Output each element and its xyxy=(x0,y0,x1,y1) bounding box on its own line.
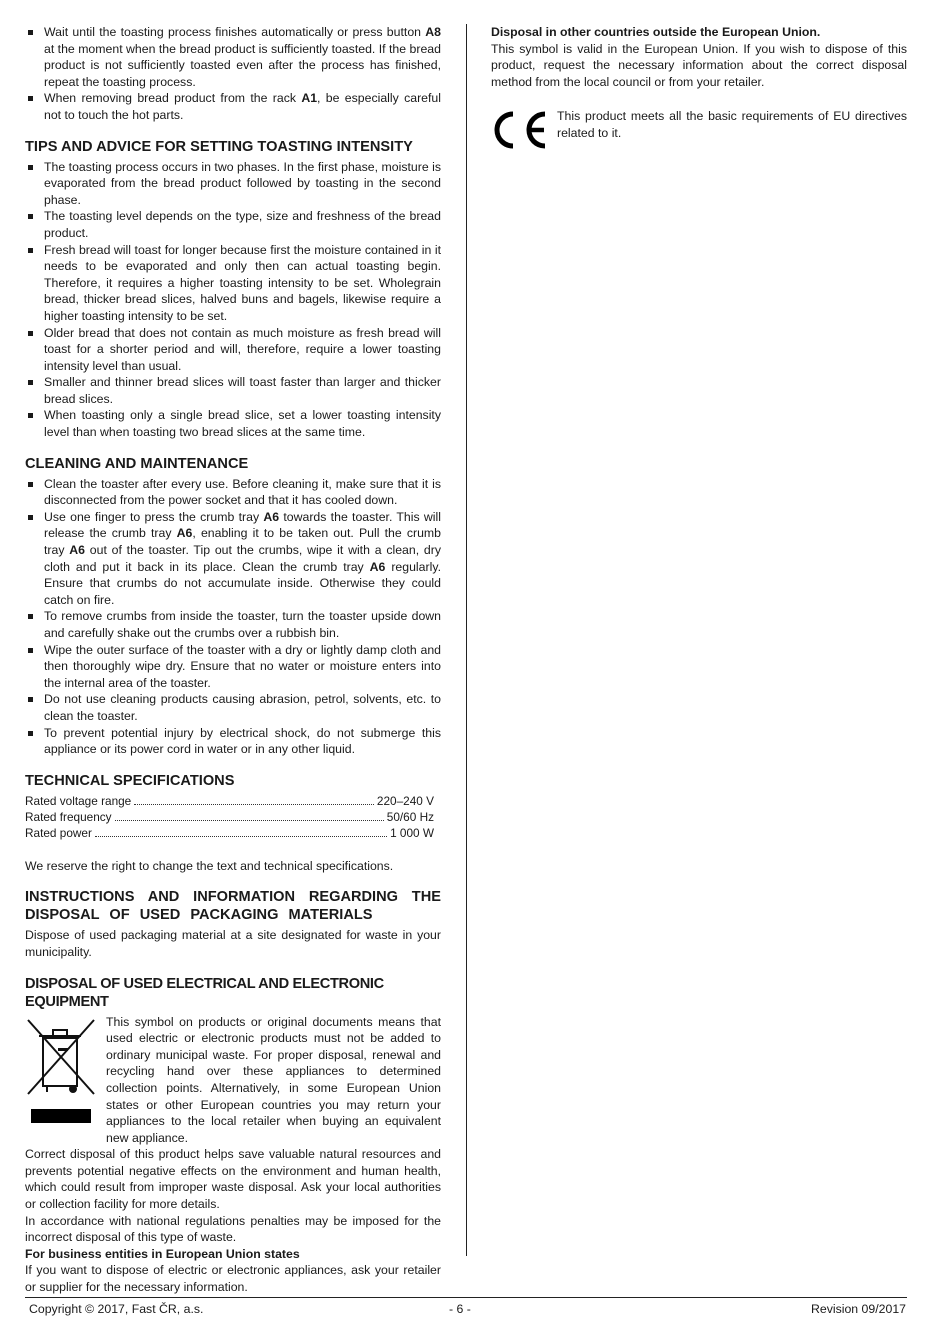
list-item: When toasting only a single bread slice, set a lower toasting intensity level than when toasting two bread slices at the same time. xyxy=(25,407,441,440)
list-item: To remove crumbs from inside the toaster, turn the toaster upside down and carefully shake out the crumbs over a rubbish bin. xyxy=(25,608,441,641)
spec-row-power: Rated power 1 000 W xyxy=(25,825,434,840)
specs-note: We reserve the right to change the text and technical specifications. xyxy=(25,858,394,873)
tips-section xyxy=(25,138,441,441)
packaging-section xyxy=(25,888,441,960)
business-text: If you want to dispose of electric or electronic appliances, ask your retailer or supplier for the necessary information. xyxy=(25,1263,441,1295)
operation-bullets xyxy=(25,24,441,124)
specs-section xyxy=(25,772,441,875)
list-item: Do not use cleaning products causing abrasion, petrol, solvents, etc. to clean the toaster. xyxy=(25,691,441,724)
footer-revision: Revision 09/2017 xyxy=(810,1302,906,1316)
dot-leader xyxy=(115,820,384,821)
crossed-out-wheelie-bin-icon xyxy=(25,1016,97,1126)
ce-mark-icon xyxy=(491,108,551,152)
packaging-text: Dispose of used packaging material at a site designated for waste in your municipality. xyxy=(25,928,441,959)
list-item: Clean the toaster after every use. Before cleaning it, make sure that it is disconnected from the power socket and that it has cooled down. xyxy=(25,476,441,509)
right-column xyxy=(491,24,907,152)
business-heading: For business entities in European Union states xyxy=(25,1246,300,1261)
list-item: Fresh bread will toast for longer because first the moisture contained in it needs to be evaporated and only then can actual toasting begin. Therefore, it requires a higher toasting intensity to be set. Wholegrain bread, thicker bread slices, halved buns and bagels, likewise require a higher toasting intensity to be set. xyxy=(25,242,441,325)
weee-block xyxy=(25,1014,441,1147)
list-item: The toasting level depends on the type, size and freshness of the bread product. xyxy=(25,208,441,241)
weee-section xyxy=(25,975,441,1296)
list-item: Wipe the outer surface of the toaster with a dry or lightly damp cloth and then thoroughly wipe dry. Ensure that no water or moisture enters into the internal area of the toaster. xyxy=(25,642,441,692)
spec-row-frequency: Rated frequency 50/60 Hz xyxy=(25,809,434,824)
footer-copyright: Copyright © 2017, Fast ČR, a.s. xyxy=(29,1302,204,1316)
dot-leader xyxy=(134,804,374,805)
list-item: Use one finger to press the crumb tray A6 towards the toaster. This will release the crumb tray A6, enabling it to be taken out. Pull the crumb tray A6 out of the toaster. Tip out the crumbs, wipe it with a clean, dry cloth and put it back in its place. Clean the crumb tray A6 regularly. Ensure that crumbs do not accumulate inside. Otherwise they could catch on fire. xyxy=(25,509,441,609)
list-item: Wait until the toasting process finishes automatically or press button A8 at the moment when the bread product is sufficiently toasted. If the bread product is not sufficiently toasted even after the process has finished, repeat the toasting process. xyxy=(25,24,441,90)
section-heading-cleaning: CLEANING AND MAINTENANCE xyxy=(25,455,249,472)
weee-paragraph-2: In accordance with national regulations penalties may be imposed for the incorrect disposal of this type of waste. xyxy=(25,1213,441,1245)
list-item: When removing bread product from the rack A1, be especially careful not to touch the hot parts. xyxy=(25,90,441,123)
list-item: The toasting process occurs in two phases. In the first phase, moisture is evaporated from the bread product followed by toasting in the second phase. xyxy=(25,159,441,209)
outside-eu-text: This symbol is valid in the European Union. If you wish to dispose of this product, request the necessary information about the correct disposal method from the local council or from your retailer. xyxy=(491,41,907,89)
cleaning-section xyxy=(25,455,441,758)
outside-eu-heading: Disposal in other countries outside the European Union. xyxy=(491,25,821,39)
list-item: Older bread that does not contain as much moisture as fresh bread will toast for a shorter period and will, therefore, require a lower toasting intensity level than usual. xyxy=(25,325,441,375)
footer-page-number: - 6 - xyxy=(449,1302,471,1316)
list-item: Smaller and thinner bread slices will toast faster than larger and thicker bread slices. xyxy=(25,374,441,407)
section-heading-weee: DISPOSAL OF USED ELECTRICAL AND ELECTRONIC EQUIPMENT xyxy=(25,975,384,1010)
section-heading-tips: TIPS AND ADVICE FOR SETTING TOASTING INTENSITY xyxy=(25,138,413,155)
spec-row-voltage: Rated voltage range 220–240 V xyxy=(25,793,434,808)
ce-block xyxy=(491,108,907,152)
ce-text: This product meets all the basic requirements of EU directives related to it. xyxy=(557,109,907,140)
cleaning-list xyxy=(25,476,441,758)
left-column xyxy=(25,24,441,1296)
dot-leader xyxy=(95,836,387,837)
section-heading-packaging: INSTRUCTIONS AND INFORMATION REGARDING THE DISPOSAL OF USED PACKAGING MATERIALS xyxy=(25,889,441,924)
column-divider xyxy=(466,24,467,1256)
weee-paragraph-1: Correct disposal of this product helps save valuable natural resources and prevents potential negative effects on the environment and human health, which could result from improper waste disposal. Ask your local authorities or collection facility for more details. xyxy=(25,1147,441,1212)
footer-divider xyxy=(25,1297,907,1298)
weee-symbol-text: This symbol on products or original documents means that used electric or electronic products must not be added to ordinary municipal waste. For proper disposal, renewal and recycling hand over these appliances to determined collection points. Alternatively, in some European Union states or other European countries you may return your appliances to the local retailer when buying an equivalent new appliance. xyxy=(106,1014,441,1145)
section-heading-specs: TECHNICAL SPECIFICATIONS xyxy=(25,772,235,789)
list-item: To prevent potential injury by electrical shock, do not submerge this appliance or its power cord in water or in any other liquid. xyxy=(25,725,441,758)
tips-list xyxy=(25,159,441,441)
